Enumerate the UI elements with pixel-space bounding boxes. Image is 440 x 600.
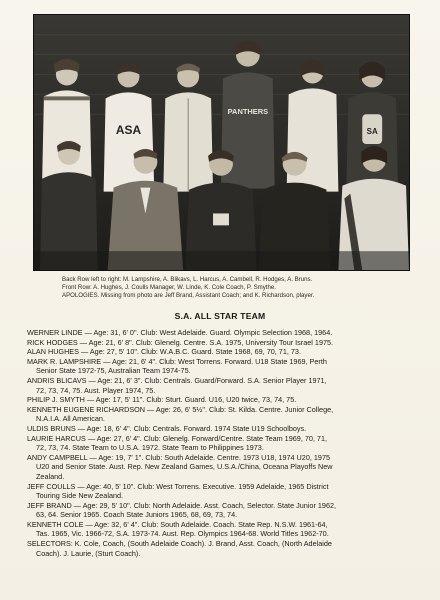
roster-entry-jeff-coulls: JEFF COULLS — Age: 40, 5' 10". Club: West Torrens. Executive. 1959 Adelaide, 1965 District Touring Side New Zealand. <box>27 481 329 501</box>
roster-entry-andris-blicavs: ANDRIS BLICAVS — Age: 21, 6' 3". Club: Centrals. Guard/Forward. S.A. Senior Player 1971, 72, 73, 74, 75. Aust. Player 1974, 75. <box>27 375 327 395</box>
team-photo-image <box>34 15 409 270</box>
roster-entry-uldis-bruns: ULDIS BRUNS — Age: 18, 6' 4". Club: Centrals. Forward. 1974 State U19 Schoolboys. <box>27 423 307 433</box>
jersey-text-sa: SA <box>366 127 378 137</box>
roster-entry-laurie-harcus: LAURIE HARCUS — Age: 27, 6' 4". Club: Glenelg. Forward/Centre. State Team 1969, 70, 71, 72, 73, 74. State Team to U.S.A. 1972. State Team to Philippines 1973. <box>27 433 328 453</box>
caption-front-row: Front Row: A. Hughes, J. Coulls Manager, W. Linde, K. Cole Coach, P. Smythe. <box>62 284 276 292</box>
roster-entry-mark-lampshire: MARK R. LAMPSHIRE — Age: 21, 6' 4". Club: West Torrens. Forward. U18 State 1969, Perth Senior State 1972-75, Australian Team 1974-75. <box>27 356 327 376</box>
roster-entry-kenneth-richardson: KENNETH EUGENE RICHARDSON — Age: 26, 6' 5½". Club: St. Kilda. Centre. Junior College, N.A.I.A. All American. <box>27 404 334 424</box>
photo-caption <box>62 276 408 300</box>
roster-entry-jeff-brand: JEFF BRAND — Age: 29, 5' 10". Club: North Adelaide. Asst. Coach, Selector. State Junior 1962, 63, 64. Senior 1965. Coach State Juniors 1965, 68, 69, 73, 74. <box>27 500 337 520</box>
team-photo <box>33 14 410 271</box>
caption-apologies: APOLOGIES. Missing from photo are Jeff Brand, Assistant Coach; and K. Richardson, player. <box>62 292 315 300</box>
roster-list <box>27 328 427 558</box>
roster-entry-philip-smyth: PHILIP J. SMYTH — Age: 17, 5' 11". Club: Sturt. Guard. U16, U20 twice, 73, 74, 75. <box>27 395 297 405</box>
roster-entry-alan-hughes: ALAN HUGHES — Age: 27, 5' 10". Club: W.A.B.C. Guard. State 1968, 69, 70, 71, 73. <box>27 347 301 357</box>
roster-entry-werner-linde: WERNER LINDE — Age: 31, 6' 0". Club: West Adelaide. Guard. Olympic Selection 1968, 1964. <box>27 328 333 337</box>
section-heading: S.A. ALL STAR TEAM <box>174 311 266 321</box>
roster-entry-andy-campbell: ANDY CAMPBELL — Age: 19, 7' 1". Club: South Adelaide. Centre. 1973 U18, 1974 U20, 1975 U20 and Senior State. Aust. Rep. New Zealand Games, U.S.A./China, Oceana Playoffs New Zealand. <box>27 452 333 481</box>
roster-entry-kenneth-cole: KENNETH COLE — Age: 32, 6' 4". Club: South Adelaide. Coach. State Rep. N.S.W. 1961-64, Tas. 1965, Vic. 1966-72, S.A. 1973-74. Aust. Rep. Olympics 1964-68. World Titles 1962-70. <box>27 519 329 539</box>
roster-entry-rick-hodges: RICK HODGES — Age: 21, 6' 8". Club: Glenelg. Centre. S.A. 1975, University Tour Israel 1975. <box>27 337 334 347</box>
jersey-text-panthers: PANTHERS <box>227 107 269 117</box>
roster-entry-selectors: SELECTORS: K. Cole, Coach, (South Adelaide Coach). J. Brand, Asst. Coach, (North Adelaide Coach). J. Laurie, (Sturt Coach). <box>27 539 332 558</box>
caption-back-row: Back Row left to right: M. Lampshire, A. Blikavs, L. Harcus, A. Cambell, R. Hodges, A. Bruns. <box>62 276 313 283</box>
jersey-text-asa: ASA <box>115 123 142 138</box>
